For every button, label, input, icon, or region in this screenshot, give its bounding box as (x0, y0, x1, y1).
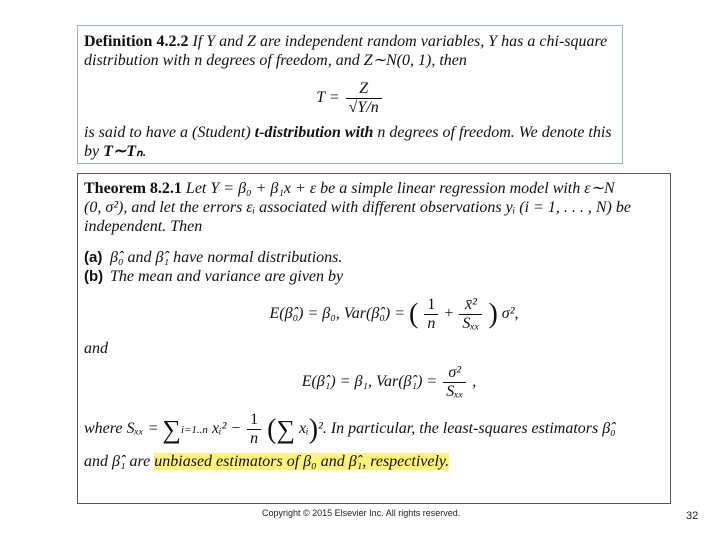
part-a-label: (a) (84, 249, 103, 266)
and-word: and (84, 340, 108, 357)
definition-text-3b: t (254, 124, 260, 141)
eq1-fraction-1 (424, 296, 438, 333)
where-close-paren: ) (308, 414, 319, 445)
where-line (84, 411, 664, 448)
eq2-tail: , (472, 373, 477, 391)
definition-line-1 (84, 32, 616, 51)
formula-numerator: Z (346, 80, 382, 99)
definition-box (77, 25, 623, 164)
where-fraction (247, 411, 261, 448)
eq1-frac2-den: Sₓₓ (462, 315, 480, 332)
eq1-plus: + (444, 305, 454, 323)
part-b-label: (b) (84, 268, 104, 285)
last-text-a: and β̂₁ are (84, 453, 155, 470)
definition-text-1: If Y and Z are independent random variables, Y has a chi-square (192, 33, 608, 50)
eq1-tail: σ², (501, 305, 519, 323)
where-text-c: xᵢ (299, 420, 309, 438)
definition-text-3a: is said to have a (Student) (84, 124, 255, 141)
formula-fraction (346, 80, 382, 117)
definition-text-3c: -distribution with (259, 124, 378, 141)
theorem-line-3: independent. Then (84, 218, 203, 235)
formula-lhs: T = (316, 89, 340, 107)
copyright-notice: Copyright © 2015 Elsevier Inc. All rights reserved. (262, 508, 461, 518)
definition-text-3d: n (377, 124, 386, 141)
part-a (84, 248, 664, 267)
definition-text-4c: . (142, 143, 147, 160)
eq2-left: E(β̂₁) = β₁, Var(β̂₁) = (301, 373, 442, 391)
formula-denominator: √Y/n (348, 99, 379, 116)
eq1-fraction-2 (459, 296, 482, 333)
definition-formula (84, 80, 616, 117)
where-open-paren: ( (267, 414, 277, 445)
eq1-left: E(β̂₀) = β₀, Var(β̂₀) = (269, 305, 410, 323)
eq2-fraction (443, 364, 466, 401)
definition-text-4a: by (84, 143, 104, 160)
sum-symbol-1: ∑ (162, 415, 181, 444)
definition-line-2: distribution with n degrees of freedom, and Z∼N(0, 1), then (84, 52, 467, 69)
theorem-line-1 (84, 179, 664, 198)
definition-label: Definition 4.2.2 (84, 33, 189, 50)
theorem-label: Theorem 8.2.1 (84, 180, 182, 197)
where-text-a: where Sₓₓ = (84, 420, 163, 438)
last-line (84, 452, 664, 471)
eq1-frac1-den: n (427, 315, 436, 332)
eq1-frac1-num: 1 (424, 296, 438, 315)
theorem-text-1: Let Y = β₀ + β₁x + ε be a simple linear regression model with ε∼N (185, 180, 615, 197)
part-b-text: The mean and variance are given by (110, 268, 344, 285)
theorem-box (77, 173, 671, 504)
where-frac-den: n (250, 430, 259, 447)
eq2-num: σ² (443, 364, 466, 383)
definition-text-4b: T∼Tₙ (103, 143, 143, 160)
part-a-text: β̂₀ and β̂₁ have normal distributions. (110, 249, 343, 266)
sum-1-limits: i=1..n (180, 424, 208, 437)
equation-2 (114, 364, 664, 401)
definition-line-4 (84, 142, 616, 161)
theorem-line-2: (0, σ²), and let the errors εᵢ associated with different observations yᵢ (i = 1, . . . , N) be (84, 199, 631, 216)
definition-text-3e: degrees of freedom. We denote this (385, 124, 612, 141)
page-number: 32 (686, 510, 699, 522)
sum-symbol-2: ∑ (276, 415, 296, 444)
where-frac-num: 1 (247, 411, 261, 430)
part-b (84, 267, 664, 286)
eq2-den: Sₓₓ (446, 383, 464, 400)
where-text-d: ². In particular, the least-squares estimators β̂₀ (318, 420, 616, 438)
eq1-frac2-num: x̄² (459, 296, 482, 315)
where-text-b: xᵢ² − (211, 420, 246, 438)
definition-line-3 (84, 123, 616, 142)
eq1-close-paren: ) (488, 298, 498, 330)
eq1-open-paren: ( (409, 298, 419, 330)
equation-1 (124, 296, 664, 333)
highlighted-statement: unbiased estimators of β₀ and β̂₁, respectively. (154, 453, 450, 470)
